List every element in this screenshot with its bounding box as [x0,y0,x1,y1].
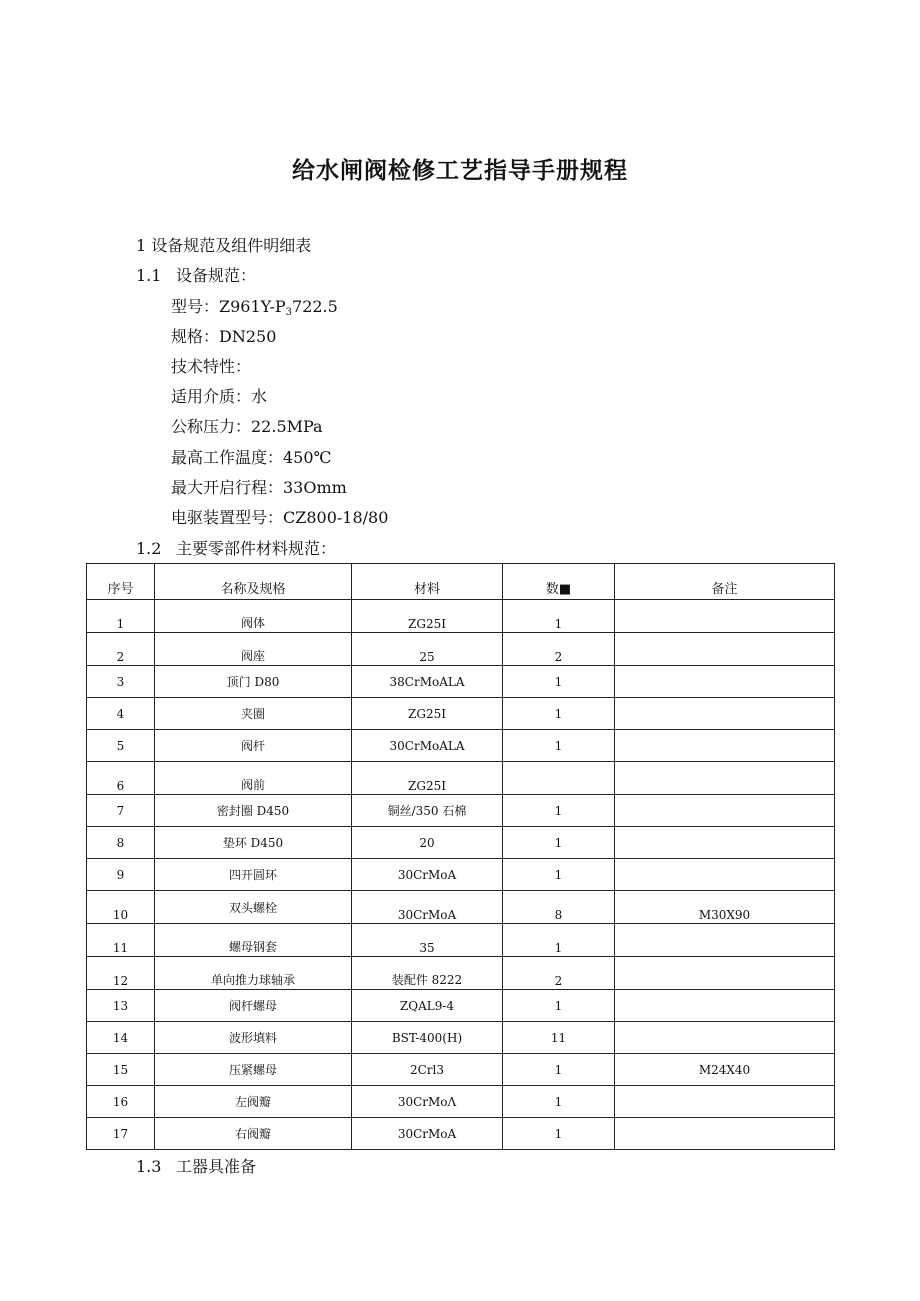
cell-quantity: 1 [503,827,615,859]
parts-table [86,563,835,1150]
cell-name: 阀体 [155,600,352,633]
cell-index: 1 [87,600,155,633]
table-row [87,600,835,633]
cell-index: 15 [87,1054,155,1086]
cell-name: 波形填料 [155,1022,352,1054]
table-row [87,1022,835,1054]
cell-quantity: 1 [503,730,615,762]
cell-remark [615,924,835,957]
cell-remark [615,698,835,730]
cell-quantity: 1 [503,859,615,891]
cell-remark [615,762,835,795]
spec-model [171,294,338,318]
cell-material: BST-400(H) [352,1022,503,1054]
section-number: 1.1 [136,266,162,285]
section-1-heading: 1 设备规范及组件明细表 [136,236,312,255]
cell-material: 30CrMoALA [352,730,503,762]
cell-name: 四开圆环 [155,859,352,891]
spec-actuator: 电驱装置型号：CZ800-18/80 [171,508,389,527]
table-row [87,924,835,957]
section-number: 1.2 [136,539,162,558]
cell-remark [615,633,835,666]
cell-quantity: 1 [503,990,615,1022]
spec-model-tail: 722.5 [292,297,338,316]
section-label: 主要零部件材料规范： [176,539,337,558]
cell-material: ZG25I [352,698,503,730]
cell-quantity: 1 [503,1054,615,1086]
cell-index: 12 [87,957,155,990]
cell-quantity: 11 [503,1022,615,1054]
table-row [87,859,835,891]
cell-material: 25 [352,633,503,666]
cell-name: 密封圈 D450 [155,795,352,827]
cell-material: 30CrMoA [352,859,503,891]
table-row [87,795,835,827]
header-quantity: 数■ [503,564,615,600]
cell-name: 单向推力球轴承 [155,957,352,990]
section-1-2-heading [136,536,336,559]
header-name: 名称及规格 [155,564,352,600]
table-row [87,666,835,698]
table-row [87,990,835,1022]
cell-index: 16 [87,1086,155,1118]
cell-remark [615,859,835,891]
table-row [87,698,835,730]
cell-remark [615,1086,835,1118]
cell-material: 35 [352,924,503,957]
spec-size: 规格：DN250 [171,327,277,346]
cell-quantity: 1 [503,1118,615,1150]
cell-remark [615,666,835,698]
header-index: 序号 [87,564,155,600]
spec-stroke: 最大开启行程：33Omm [171,478,347,497]
section-number: 1.3 [136,1157,162,1176]
cell-name: 顶门 D80 [155,666,352,698]
cell-name: 夹圈 [155,698,352,730]
cell-name: 压紧螺母 [155,1054,352,1086]
cell-index: 8 [87,827,155,859]
section-1-3-heading [136,1154,256,1177]
cell-quantity: 1 [503,698,615,730]
cell-index: 14 [87,1022,155,1054]
cell-material: 装配件 8222 [352,957,503,990]
cell-quantity: 1 [503,795,615,827]
cell-remark [615,795,835,827]
cell-quantity: 8 [503,891,615,924]
table-row [87,730,835,762]
cell-remark: M30X90 [615,891,835,924]
spec-model-subscript: 3 [285,307,293,318]
cell-index: 17 [87,1118,155,1150]
cell-remark [615,990,835,1022]
cell-quantity: 2 [503,957,615,990]
cell-name: 垫环 D450 [155,827,352,859]
table-row [87,1118,835,1150]
cell-material: 2Crl3 [352,1054,503,1086]
cell-quantity: 2 [503,633,615,666]
cell-remark [615,1118,835,1150]
cell-material: ZQAL9-4 [352,990,503,1022]
header-remark: 备注 [615,564,835,600]
cell-quantity: 1 [503,1086,615,1118]
cell-quantity [503,762,615,795]
cell-material: 20 [352,827,503,859]
spec-model-label: 型号：Z961Y-P [171,297,286,316]
section-label: 设备规范： [176,266,257,285]
cell-index: 2 [87,633,155,666]
cell-name: 阀杆螺母 [155,990,352,1022]
cell-index: 4 [87,698,155,730]
table-header-row [87,564,835,600]
table-row [87,762,835,795]
section-1-1-heading [136,263,256,286]
cell-material: 铜丝/350 石棉 [352,795,503,827]
cell-remark [615,1022,835,1054]
cell-material: ZG25I [352,762,503,795]
cell-material: ZG25I [352,600,503,633]
cell-name: 左阀瓣 [155,1086,352,1118]
cell-index: 11 [87,924,155,957]
table-row [87,1054,835,1086]
spec-medium: 适用介质：水 [171,387,268,406]
table-row [87,1086,835,1118]
cell-name: 右阀瓣 [155,1118,352,1150]
cell-material: 30CrMoΛ [352,1086,503,1118]
cell-remark [615,957,835,990]
cell-index: 13 [87,990,155,1022]
cell-name: 双头螺栓 [155,891,352,924]
cell-name: 阀前 [155,762,352,795]
cell-name: 螺母钢套 [155,924,352,957]
cell-quantity: 1 [503,666,615,698]
spec-pressure: 公称压力：22.5MPa [171,417,323,436]
cell-index: 3 [87,666,155,698]
cell-remark [615,827,835,859]
cell-name: 阀杆 [155,730,352,762]
cell-index: 10 [87,891,155,924]
header-material: 材料 [352,564,503,600]
cell-index: 6 [87,762,155,795]
cell-index: 7 [87,795,155,827]
table-row [87,957,835,990]
spec-temperature: 最高工作温度：450℃ [171,448,332,467]
section-label: 工器具准备 [176,1157,257,1176]
table-row [87,827,835,859]
cell-quantity: 1 [503,600,615,633]
cell-material: 38CrMoALA [352,666,503,698]
cell-material: 30CrMoA [352,891,503,924]
spec-tech: 技术特性： [171,357,252,376]
table-row [87,633,835,666]
cell-remark [615,730,835,762]
cell-material: 30CrMoA [352,1118,503,1150]
cell-remark [615,600,835,633]
cell-quantity: 1 [503,924,615,957]
table-row [87,891,835,924]
cell-index: 5 [87,730,155,762]
cell-index: 9 [87,859,155,891]
cell-name: 阀座 [155,633,352,666]
cell-remark: M24X40 [615,1054,835,1086]
document-title: 给水闸阀检修工艺指导手册规程 [292,158,628,184]
